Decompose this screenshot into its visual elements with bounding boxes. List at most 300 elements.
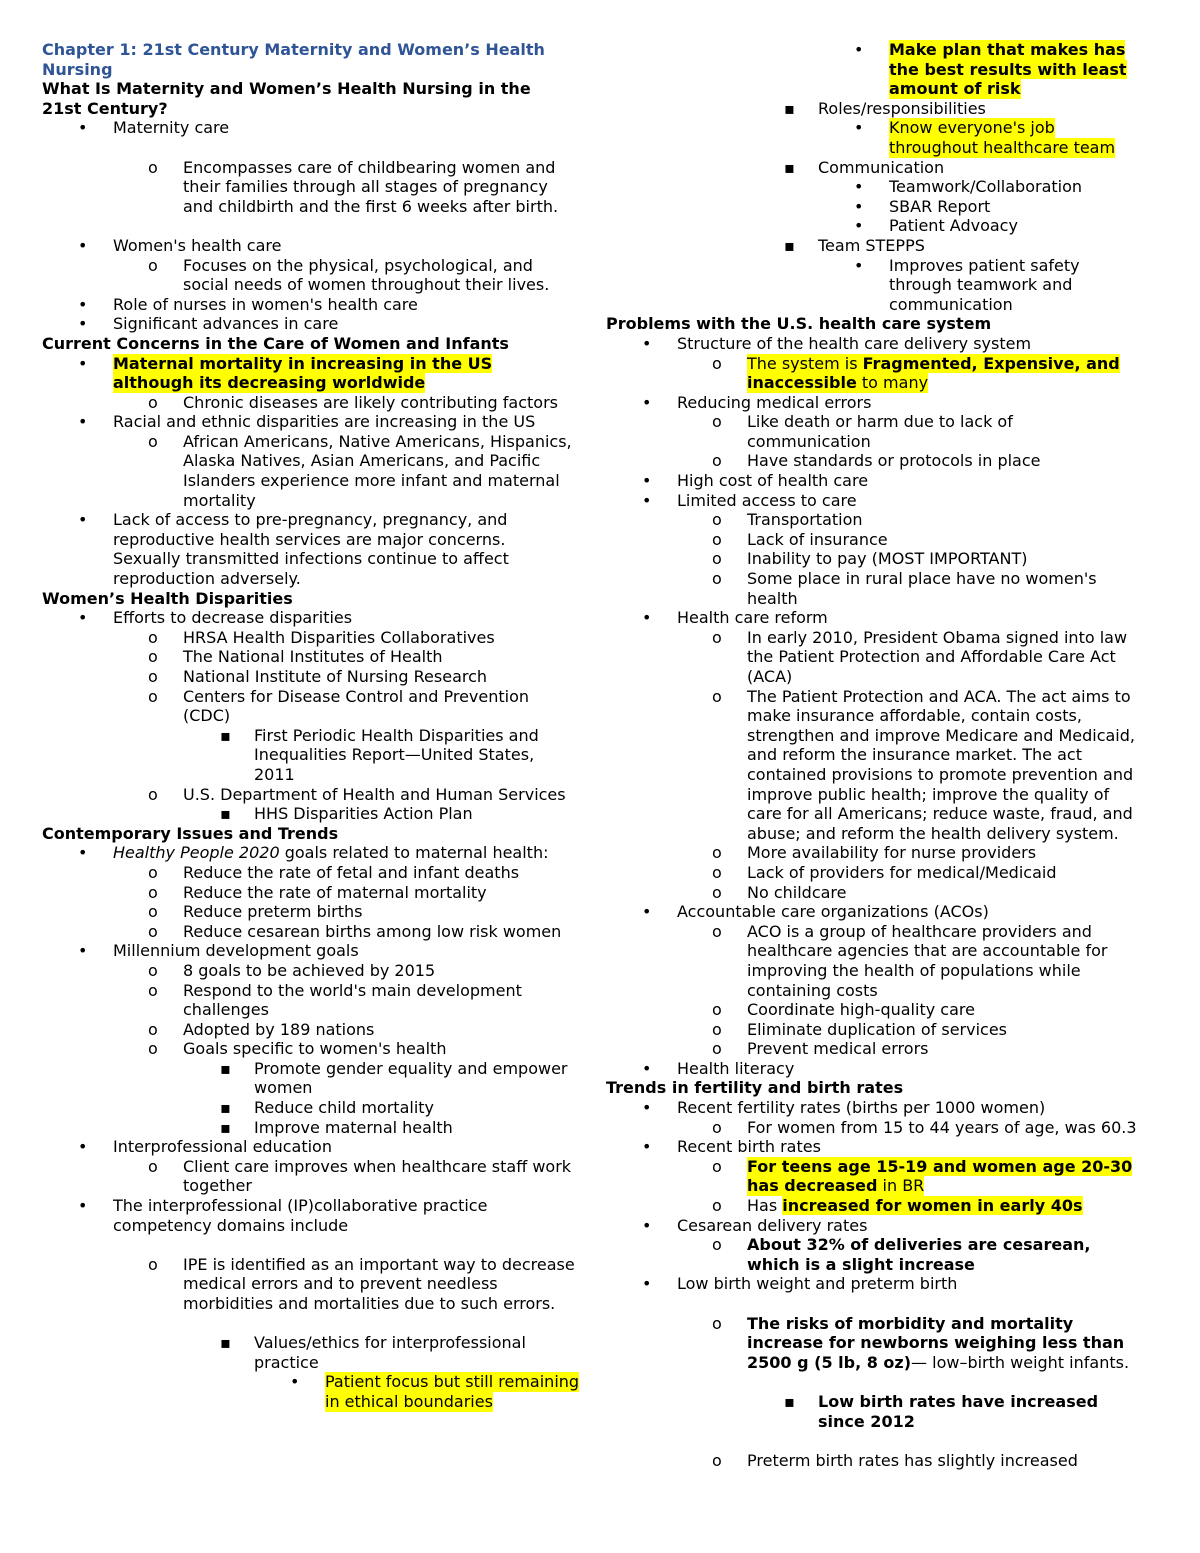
- list-item: [606, 1157, 1162, 1177]
- line-text: [747, 745, 1082, 765]
- list-item: [606, 1216, 1162, 1236]
- bullet-marker: •: [78, 510, 88, 530]
- list-item: [42, 412, 598, 432]
- bullet-marker: •: [854, 177, 864, 197]
- list-item: [606, 373, 1162, 393]
- text-run: Values/ethics for interprofessional: [254, 1333, 526, 1353]
- blank-line: [42, 138, 598, 158]
- text-run: Goals specific to women's health: [183, 1039, 447, 1059]
- list-item: [606, 451, 1162, 471]
- line-text: [747, 765, 1133, 785]
- text-run: 2011: [254, 764, 295, 784]
- line-text: [183, 177, 548, 197]
- line-text: [113, 569, 301, 589]
- text-run: social needs of women throughout their lives.: [183, 275, 550, 295]
- line-text: [747, 432, 871, 452]
- list-item: [42, 863, 598, 883]
- bullet-marker: o: [712, 862, 722, 882]
- blank-line: [42, 1314, 598, 1334]
- line-text: [113, 530, 505, 550]
- text-run: IPE is identified as an important way to decrease: [183, 1254, 575, 1274]
- text-run: Improve maternal health: [254, 1117, 453, 1137]
- line-text: [889, 40, 1125, 60]
- section-heading: [606, 1078, 1162, 1098]
- line-text: [747, 1235, 1090, 1255]
- text-run: health: [747, 588, 798, 608]
- bullet-marker: o: [712, 1117, 722, 1137]
- text-run: Maternal mortality in increasing in the US: [113, 353, 493, 373]
- text-run: Focuses on the physical, psychological, and: [183, 255, 533, 275]
- text-run: Significant advances in care: [113, 314, 339, 334]
- bullet-marker: •: [854, 40, 864, 59]
- line-text: [889, 216, 1018, 236]
- text-run: Nursing: [42, 59, 113, 79]
- text-run: their families through all stages of pregnancy: [183, 177, 548, 197]
- line-text: [747, 824, 1119, 844]
- list-item: [606, 99, 1162, 119]
- text-run: The risks of morbidity and mortality: [747, 1313, 1074, 1333]
- line-text: [677, 393, 871, 413]
- list-item: [606, 628, 1162, 648]
- line-text: [818, 99, 986, 119]
- text-run: Make plan that makes has: [889, 40, 1126, 59]
- bullet-marker: •: [78, 843, 88, 863]
- list-item: [606, 687, 1162, 707]
- text-run: Transportation: [747, 510, 863, 530]
- list-item: [606, 1314, 1162, 1334]
- line-text: [113, 373, 425, 393]
- bold-text: 2500 g (5 lb, 8 oz): [747, 1352, 912, 1372]
- line-text: [113, 354, 492, 374]
- text-run: Recent fertility rates (births per 1000 women): [677, 1098, 1046, 1118]
- list-item: [606, 354, 1162, 374]
- list-item: [42, 510, 598, 530]
- bullet-marker: o: [712, 921, 722, 941]
- line-text: [747, 1039, 928, 1059]
- list-item: [42, 1137, 598, 1157]
- list-item: [606, 432, 1162, 452]
- text-run: HHS Disparities Action Plan: [254, 804, 473, 824]
- text-run: Eliminate duplication of services: [747, 1019, 1008, 1039]
- text-run: Efforts to decrease disparities: [113, 608, 353, 628]
- text-run: Reduce cesarean births among low risk women: [183, 921, 562, 941]
- text-run: Like death or harm due to lack of: [747, 412, 1013, 432]
- bullet-marker: •: [78, 314, 88, 334]
- bullet-marker: •: [78, 235, 88, 255]
- list-item: [42, 1039, 598, 1059]
- list-item: [606, 40, 1162, 60]
- bullet-marker: •: [78, 941, 88, 961]
- text-run: Sexually transmitted infections continue to affect: [113, 549, 509, 569]
- list-item: [42, 1157, 598, 1177]
- line-text: [183, 1039, 446, 1059]
- list-item: [42, 1353, 598, 1373]
- line-text: [677, 1098, 1045, 1118]
- bullet-marker: ▪: [220, 1117, 231, 1137]
- text-run: First Periodic Health Disparities and: [254, 725, 539, 745]
- list-item: [606, 1020, 1162, 1040]
- line-text: [889, 118, 1055, 138]
- bullet-marker: o: [148, 1039, 158, 1059]
- list-item: [606, 569, 1162, 589]
- text-run: Racial and ethnic disparities are increasing in the US: [113, 412, 536, 432]
- list-item: [42, 314, 598, 334]
- section-heading: [42, 79, 598, 99]
- line-text: [183, 961, 435, 981]
- list-item: [606, 1039, 1162, 1059]
- list-item: [606, 510, 1162, 530]
- line-text: [747, 549, 1027, 569]
- line-text: [254, 804, 473, 824]
- text-run: Patient Advoacy: [889, 216, 1018, 236]
- list-item: [42, 295, 598, 315]
- bullet-marker: o: [712, 1450, 722, 1470]
- text-run: to many: [856, 373, 929, 393]
- line-text: [747, 1196, 1083, 1216]
- text-run: communication: [747, 431, 871, 451]
- line-text: [747, 863, 1056, 883]
- text-run: The interprofessional (IP)collaborative practice: [113, 1196, 488, 1216]
- bold-text: inaccessible: [747, 373, 857, 393]
- text-run: Prevent medical errors: [747, 1039, 929, 1059]
- line-text: [183, 785, 566, 805]
- list-item: [42, 765, 598, 785]
- text-run: More availability for nurse providers: [747, 843, 1037, 863]
- text-run: goals related to maternal health:: [279, 843, 549, 863]
- line-text: [183, 1157, 571, 1177]
- line-text: [325, 1372, 579, 1392]
- section-heading: [42, 589, 598, 609]
- text-run: Current Concerns in the Care of Women and Infants: [42, 333, 509, 353]
- list-item: [42, 197, 598, 217]
- list-item: [606, 1255, 1162, 1275]
- list-item: [42, 647, 598, 667]
- bullet-marker: •: [642, 1098, 652, 1118]
- text-run: Reduce preterm births: [183, 902, 363, 922]
- bullet-marker: ▪: [784, 98, 795, 118]
- bullet-marker: o: [712, 1313, 722, 1333]
- line-text: [183, 451, 540, 471]
- text-run: Interprofessional education: [113, 1137, 332, 1157]
- text-run: Accountable care organizations (ACOs): [677, 902, 989, 922]
- line-text: [254, 745, 534, 765]
- line-text: [42, 60, 113, 79]
- bullet-marker: •: [642, 490, 652, 510]
- line-text: [747, 1020, 1007, 1040]
- line-text: [747, 451, 1040, 471]
- line-text: [889, 256, 1080, 276]
- line-text: [254, 1333, 526, 1353]
- bullet-marker: o: [712, 1000, 722, 1020]
- bullet-marker: o: [712, 843, 722, 863]
- line-text: [747, 530, 888, 550]
- list-item: [42, 706, 598, 726]
- list-item: [606, 158, 1162, 178]
- text-run: Reduce child mortality: [254, 1098, 434, 1118]
- list-item: [42, 1196, 598, 1216]
- list-item: [606, 647, 1162, 667]
- bullet-marker: •: [854, 255, 864, 275]
- line-text: [113, 1216, 348, 1236]
- list-item: [606, 1176, 1162, 1196]
- list-item: [606, 1235, 1162, 1255]
- list-item: [42, 569, 598, 589]
- bullet-marker: o: [712, 529, 722, 549]
- text-run: For women from 15 to 44 years of age, was 60.3: [747, 1117, 1137, 1137]
- list-item: [42, 354, 598, 374]
- text-run: morbidities and mortalities due to such errors.: [183, 1294, 556, 1313]
- bullet-marker: o: [712, 1019, 722, 1039]
- line-text: [113, 118, 229, 138]
- list-item: [42, 785, 598, 805]
- line-text: [183, 706, 230, 726]
- list-item: [606, 275, 1162, 295]
- text-run: High cost of health care: [677, 471, 869, 491]
- text-run: Improves patient safety: [889, 255, 1080, 275]
- line-text: [254, 726, 539, 746]
- section-heading: [42, 334, 598, 354]
- list-item: [42, 177, 598, 197]
- line-text: [113, 941, 359, 961]
- bullet-marker: •: [642, 608, 652, 628]
- list-item: [42, 843, 598, 863]
- highlighted-bold-text: increased for women in early 40s: [782, 1196, 1083, 1216]
- line-text: [113, 314, 338, 334]
- line-text: [747, 1314, 1073, 1334]
- line-text: [183, 863, 519, 883]
- text-run: The system is: [747, 353, 863, 373]
- bullet-marker: •: [78, 294, 88, 314]
- text-run: For teens age 15-19 and women age 20-30: [747, 1156, 1133, 1176]
- list-item: [42, 961, 598, 981]
- line-text: [183, 393, 558, 413]
- bullet-marker: •: [78, 118, 88, 138]
- blank-line: [606, 1431, 1162, 1451]
- text-run: Lack of providers for medical/Medicaid: [747, 862, 1057, 882]
- bullet-marker: o: [712, 451, 722, 471]
- bullet-marker: o: [148, 902, 158, 922]
- line-text: [254, 1118, 453, 1138]
- line-text: [183, 647, 443, 667]
- list-item: [606, 608, 1162, 628]
- line-text: [818, 236, 925, 256]
- bullet-marker: •: [854, 196, 864, 216]
- line-text: [747, 1176, 924, 1196]
- line-text: [747, 1255, 975, 1275]
- list-item: [606, 1353, 1162, 1373]
- line-text: [183, 667, 487, 687]
- list-item: [42, 236, 598, 256]
- bullet-marker: •: [290, 1372, 300, 1392]
- bullet-marker: o: [148, 686, 158, 706]
- bullet-marker: •: [642, 1274, 652, 1294]
- line-text: [42, 99, 168, 118]
- list-item: [606, 256, 1162, 276]
- list-item: [42, 158, 598, 178]
- line-text: [183, 158, 555, 178]
- list-item: [606, 1059, 1162, 1079]
- text-run: Roles/responsibilities: [818, 98, 986, 118]
- line-text: [747, 843, 1036, 863]
- text-run: The Patient Protection and ACA. The act aims to: [747, 686, 1131, 706]
- bullet-marker: o: [148, 667, 158, 686]
- bold-text: Fragmented, Expensive, and: [862, 353, 1120, 373]
- line-text: [183, 491, 256, 511]
- line-text: [183, 687, 529, 707]
- text-run: mortality: [183, 490, 256, 510]
- line-text: [747, 883, 847, 903]
- line-text: [254, 1078, 312, 1098]
- text-run: 21st Century?: [42, 98, 168, 118]
- line-text: [747, 412, 1013, 432]
- line-text: [42, 40, 545, 59]
- text-run: Limited access to care: [677, 490, 857, 510]
- text-run: Adopted by 189 nations: [183, 1019, 375, 1039]
- bullet-marker: o: [148, 980, 158, 1000]
- text-run: Know everyone's job: [889, 118, 1055, 138]
- text-run: Millennium development goals: [113, 941, 359, 961]
- line-text: [183, 1255, 575, 1275]
- text-run: U.S. Department of Health and Human Services: [183, 784, 566, 804]
- list-item: [606, 197, 1162, 217]
- bullet-marker: o: [148, 392, 158, 412]
- line-text: [747, 1333, 1124, 1353]
- line-text: [747, 628, 1127, 648]
- line-text: [677, 1274, 957, 1294]
- list-item: [42, 1274, 598, 1294]
- list-item: [606, 1392, 1162, 1412]
- text-run: Lack of insurance: [747, 529, 888, 549]
- text-run: — low–birth weight infants.: [911, 1352, 1130, 1372]
- text-run: practice: [254, 1352, 319, 1372]
- list-item: [606, 961, 1162, 981]
- list-item: [42, 941, 598, 961]
- list-item: [606, 393, 1162, 413]
- list-item: [606, 765, 1162, 785]
- bullet-marker: o: [148, 960, 158, 980]
- line-text: [677, 334, 1031, 354]
- text-run: and reform the insurance market. The act: [747, 745, 1082, 765]
- list-item: [42, 667, 598, 687]
- line-text: [747, 510, 863, 530]
- list-item: [606, 981, 1162, 1001]
- text-run: competency domains include: [113, 1215, 349, 1235]
- bullet-marker: •: [78, 412, 88, 432]
- list-item: [606, 471, 1162, 491]
- line-text: [747, 706, 1082, 726]
- list-item: [606, 118, 1162, 138]
- list-item: [42, 451, 598, 471]
- bullet-marker: o: [712, 412, 722, 432]
- text-run: Cesarean delivery rates: [677, 1215, 868, 1235]
- list-item: [606, 706, 1162, 726]
- text-run: Reduce the rate of fetal and infant deaths: [183, 862, 520, 882]
- text-run: Trends in fertility and birth rates: [606, 1078, 904, 1098]
- bullet-marker: •: [78, 353, 88, 373]
- text-run: What Is Maternity and Women’s Health Nursing in the: [42, 79, 531, 99]
- list-item: [606, 1098, 1162, 1118]
- blank-line: [42, 216, 598, 236]
- text-run: Problems with the U.S. health care system: [606, 314, 992, 334]
- text-run: Alaska Natives, Asian Americans, and Pacific: [183, 451, 541, 471]
- bullet-marker: ▪: [784, 1391, 795, 1411]
- text-run: (ACA): [747, 667, 793, 686]
- text-run: together: [183, 1176, 252, 1196]
- bullet-marker: o: [148, 647, 158, 667]
- list-item: [606, 1137, 1162, 1157]
- line-text: [113, 1137, 332, 1157]
- list-item: [606, 922, 1162, 942]
- line-text: [42, 334, 509, 353]
- list-item: [606, 863, 1162, 883]
- text-run: 8 goals to be achieved by 2015: [183, 960, 436, 980]
- blank-line: [42, 1235, 598, 1255]
- line-text: [254, 765, 295, 785]
- text-run: Client care improves when healthcare staff work: [183, 1156, 572, 1176]
- text-run: Have standards or protocols in place: [747, 451, 1041, 471]
- list-item: [606, 60, 1162, 80]
- text-run: improving the health of populations while: [747, 960, 1081, 980]
- line-text: [42, 79, 531, 98]
- line-text: [183, 922, 561, 942]
- list-item: [42, 256, 598, 276]
- text-run: make insurance affordable, contain costs,: [747, 706, 1082, 726]
- text-run: in BR: [877, 1176, 925, 1196]
- list-item: [42, 726, 598, 746]
- bullet-marker: o: [712, 510, 722, 530]
- list-item: [42, 393, 598, 413]
- section-heading: [42, 60, 598, 80]
- right-column: [606, 40, 1162, 1470]
- bullet-marker: •: [642, 902, 652, 922]
- line-text: [183, 981, 522, 1001]
- line-text: [747, 804, 1133, 824]
- line-text: [113, 843, 548, 863]
- line-text: [747, 687, 1131, 707]
- text-run: Teamwork/Collaboration: [889, 177, 1083, 197]
- line-text: [113, 1196, 487, 1216]
- line-text: [747, 961, 1081, 981]
- line-text: [677, 1137, 821, 1157]
- line-text: [818, 1392, 1098, 1412]
- text-run: National Institute of Nursing Research: [183, 667, 488, 686]
- line-text: [606, 314, 991, 333]
- bullet-marker: •: [642, 392, 652, 412]
- line-text: [183, 902, 363, 922]
- bullet-marker: ▪: [220, 1333, 231, 1353]
- bullet-marker: o: [148, 1156, 158, 1176]
- text-run: the Patient Protection and Affordable Care Act: [747, 647, 1116, 667]
- list-item: [606, 216, 1162, 236]
- bullet-marker: •: [642, 333, 652, 353]
- list-item: [606, 902, 1162, 922]
- line-text: [183, 432, 572, 452]
- text-run: In early 2010, President Obama signed into law: [747, 627, 1128, 647]
- bullet-marker: •: [642, 1215, 652, 1235]
- text-run: Contemporary Issues and Trends: [42, 823, 339, 843]
- bullet-marker: o: [712, 1235, 722, 1255]
- text-run: SBAR Report: [889, 196, 991, 216]
- bullet-marker: o: [712, 353, 722, 373]
- list-item: [606, 824, 1162, 844]
- text-run: Low birth rates have increased: [818, 1391, 1099, 1411]
- line-text: [747, 569, 1097, 589]
- text-run: and childbirth and the first 6 weeks after birth.: [183, 196, 559, 216]
- line-text: [889, 197, 990, 217]
- line-text: [747, 1118, 1137, 1138]
- text-run: Chronic diseases are likely contributing factors: [183, 392, 559, 412]
- line-text: [747, 354, 1120, 374]
